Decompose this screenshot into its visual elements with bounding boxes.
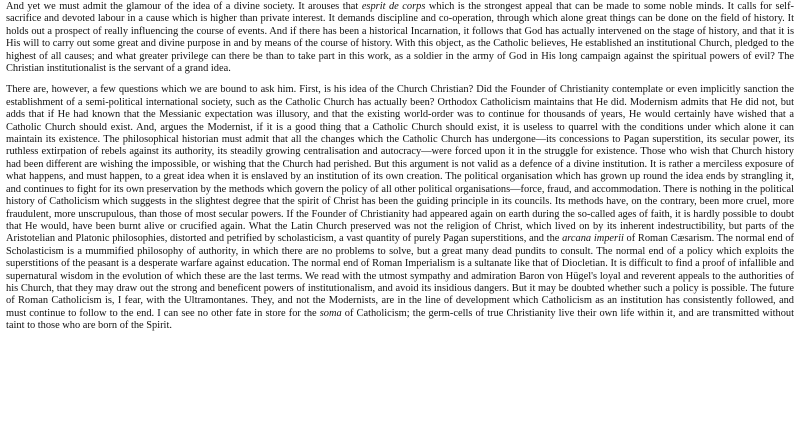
text-run: of Roman Cæsarism. The normal end of Scholasticism is a mummified philosophy of authority, in which there are no problems to solve, but a great many dead pundits to consult. The normal end of a policy which exploits the superstitions of the peasant is a desperate warfare against education. The normal end of Roman Imperialism is a sultanate like that of Diocletian. It is difficult to find a proof of infallible and supernatural wisdom in the evolution of which these are the last terms. We read with the utmost sympathy and admiration Baron von Hügel's loyal and reverent appeals to the authorities of his Church, that they may draw out the strong and beneficent powers of institutionalism, and avoid its insidious dangers. But it may be doubted whether such a policy is possible. The future of Roman Catholicism is, I fear, with the Ultramontanes. They, and not the Modernists, are in the line of development which Catholicism as an institution has consistently followed, and must continue to follow to the end. I can see no other fate in store for the bbox=[6, 233, 795, 319]
text-run: And yet we must admit the glamour of the idea of a divine society. It arouses that bbox=[6, 1, 362, 12]
text-run: which is the strongest appeal that can be made to some noble minds. It calls for self-sacrifice and devoted labour in a cause which is higher than private interest. It demands discipline and co-operation, through which alone great things can be done on the field of history. It holds out a prospect of really influencing the course of events. And if there has been a historical Incarnation, it follows that God has actually intervened on the stage of history, and that it is His will to carry out some great and divine purpose in and by means of the course of history. With this object, as the Catholic believes, He established an institutional Church, pledged to the highest of all causes; and what greater privilege can there be than to take part in this work, as a soldier in the army of God in His long campaign against the spiritual powers of evil? The Christian institutionalist is the servant of a grand idea. bbox=[6, 1, 794, 75]
italic-phrase-esprit-de-corps: esprit de corps bbox=[361, 1, 426, 12]
text-run: of Catholicism; the germ-cells of true Christianity live their own life within it, and are transmitted without taint to those who are born of the Spirit. bbox=[6, 307, 794, 332]
italic-phrase-arcana-imperii: arcana imperii bbox=[562, 233, 624, 245]
paragraph-2 bbox=[6, 84, 794, 332]
italic-word-soma: soma bbox=[319, 307, 342, 319]
text-run: There are, however, a few questions which we are bound to ask him. First, is his idea of the Church Christian? Did the Founder of Christianity contemplate or even implicitly sanction the establishment of a semi-political international society, such as the Catholic Church has actually been? Orthodox Catholicism maintains that He did. Modernism admits that He did not, but adds that if He had known that the Messianic expectation was illusory, and that the existing world-order was to continue for thousands of years, He would certainly have wished that a Catholic Church should exist. And, argues the Modernist, if it is a good thing that a Catholic Church should exist, it is useless to quarrel with the conditions under which alone it can maintain its existence. The philosophical historian must admit that all the changes which the Catholic Church has undergone—its concessions to Pagan superstition, its secular power, its ruthless extirpation of rebels against its authority, its steadily growing centralisation and autocracy—were forced upon it in the struggle for existence. Those who wish that Church history had been different are wishing the impossible, or wishing that the Church had perished. But this argument is not valid as a defence of a divine institution. It is rather a merciless exposure of what happens, and must happen, to a great idea when it is enslaved by an institution of its own creation. The political organisation which has grown up round the idea ends by strangling it, and continues to fight for its own preservation by the methods which govern the policy of all other political organisations—force, fraud, and accommodation. There is nothing in the political history of Catholicism which suggests in the slightest degree that the spirit of Christ has been the guiding principle in its councils. Its methods have, on the contrary, been more cruel, more fraudulent, more unscrupulous, than those of most secular powers. If the Founder of Christianity had appeared again on earth during the so-called ages of faith, it is hardly possible to doubt that He would, have been burnt alive or crucified again. What the Latin Church preserved was not the religion of Christ, which lived on by its inherent indestructibility, but parts of the Aristotelian and Platonic philosophies, distorted and petrified by scholasticism, a vast quantity of purely Pagan superstitions, and the bbox=[6, 84, 794, 245]
paragraph-1 bbox=[6, 1, 794, 75]
